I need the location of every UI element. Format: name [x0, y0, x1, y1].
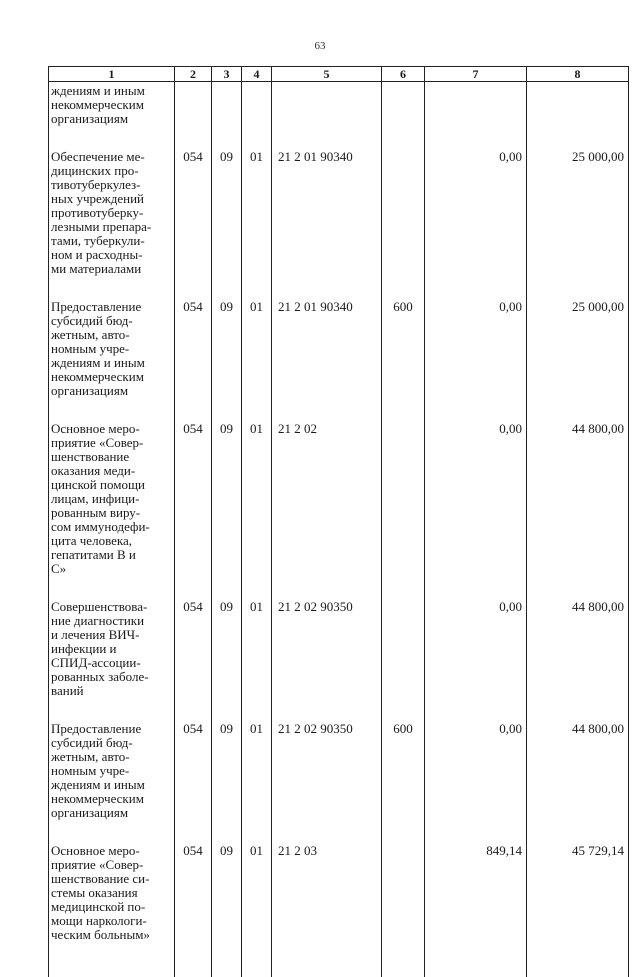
description-line: лезными препара-	[51, 219, 152, 234]
target-article-cell: 21 2 01 90340	[272, 144, 382, 294]
section-cell: 09	[212, 294, 242, 416]
description-line: организациям	[51, 111, 129, 126]
expense-type-cell: 600	[382, 294, 425, 416]
amount-cell-2: 25 000,00	[527, 294, 629, 416]
expense-type-cell	[382, 838, 425, 977]
expense-type-cell	[382, 594, 425, 716]
row-description	[49, 838, 175, 977]
expense-type-cell	[382, 144, 425, 294]
admin-code-cell: 054	[175, 294, 212, 416]
description-line: приятие «Совер-	[51, 435, 144, 450]
amount-cell-1: 0,00	[425, 416, 527, 594]
description-line: инфекции и	[51, 641, 117, 656]
description-line: Предоставление	[51, 721, 142, 736]
description-line: ждениям и иным	[51, 355, 145, 370]
budget-table	[48, 66, 629, 977]
description-line: субсидий бюд-	[51, 313, 133, 328]
description-line: противотуберку-	[51, 205, 144, 220]
amount-cell-1: 0,00	[425, 716, 527, 838]
table-row	[49, 144, 629, 294]
table-row	[49, 594, 629, 716]
description-line: организациям	[51, 805, 129, 820]
row-description	[49, 82, 175, 145]
amount-cell-1	[425, 82, 527, 145]
amount-cell-2: 25 000,00	[527, 144, 629, 294]
subsection-cell: 01	[242, 716, 272, 838]
admin-code-cell: 054	[175, 594, 212, 716]
admin-code-cell: 054	[175, 716, 212, 838]
column-header: 8	[527, 67, 629, 82]
header-row	[49, 67, 629, 82]
column-header: 7	[425, 67, 527, 82]
description-line: медицинской по-	[51, 899, 146, 914]
description-line: Основное меро-	[51, 421, 140, 436]
description-line: приятие «Совер-	[51, 857, 144, 872]
column-header: 4	[242, 67, 272, 82]
table-row	[49, 82, 629, 145]
description-line: шенствование си-	[51, 871, 150, 886]
column-header: 5	[272, 67, 382, 82]
description-line: рованных заболе-	[51, 669, 149, 684]
description-line: стемы оказания	[51, 885, 138, 900]
table-row	[49, 294, 629, 416]
admin-code-cell: 054	[175, 838, 212, 977]
description-line: Обеспечение ме-	[51, 149, 145, 164]
description-line: Основное меро-	[51, 843, 140, 858]
row-description	[49, 416, 175, 594]
subsection-cell: 01	[242, 594, 272, 716]
table-row	[49, 416, 629, 594]
expense-type-cell	[382, 416, 425, 594]
amount-cell-1: 0,00	[425, 144, 527, 294]
subsection-cell: 01	[242, 294, 272, 416]
description-line: цита человека,	[51, 533, 133, 548]
subsection-cell: 01	[242, 144, 272, 294]
table-row	[49, 716, 629, 838]
section-cell: 09	[212, 838, 242, 977]
section-cell: 09	[212, 594, 242, 716]
description-line: жетным, авто-	[51, 749, 130, 764]
row-description	[49, 144, 175, 294]
section-cell	[212, 82, 242, 145]
row-description	[49, 716, 175, 838]
target-article-cell: 21 2 02 90350	[272, 594, 382, 716]
column-header: 3	[212, 67, 242, 82]
description-line: ми материалами	[51, 261, 142, 276]
amount-cell-2	[527, 82, 629, 145]
description-line: мощи наркологи-	[51, 913, 147, 928]
description-line: цинской помощи	[51, 477, 145, 492]
description-line: шенствование	[51, 449, 130, 464]
description-line: Совершенствова-	[51, 599, 148, 614]
target-article-cell: 21 2 02	[272, 416, 382, 594]
column-header: 1	[49, 67, 175, 82]
description-line: ждениям и иным	[51, 83, 145, 98]
description-line: номным учре-	[51, 341, 130, 356]
description-line: рованным виру-	[51, 505, 141, 520]
description-line: некоммерческим	[51, 369, 144, 384]
table-row	[49, 838, 629, 977]
description-line: субсидий бюд-	[51, 735, 133, 750]
target-article-cell: 21 2 02 90350	[272, 716, 382, 838]
section-cell: 09	[212, 144, 242, 294]
description-line: Предоставление	[51, 299, 142, 314]
section-cell: 09	[212, 416, 242, 594]
description-line: организациям	[51, 383, 129, 398]
description-line: ваний	[51, 683, 84, 698]
section-cell: 09	[212, 716, 242, 838]
amount-cell-2: 44 800,00	[527, 416, 629, 594]
description-line: СПИД-ассоции-	[51, 655, 141, 670]
description-line: ческим больным»	[51, 927, 150, 942]
admin-code-cell: 054	[175, 144, 212, 294]
column-header: 2	[175, 67, 212, 82]
amount-cell-1: 849,14	[425, 838, 527, 977]
amount-cell-1: 0,00	[425, 294, 527, 416]
description-line: дицинских про-	[51, 163, 139, 178]
row-description	[49, 294, 175, 416]
description-line: тами, туберкули-	[51, 233, 145, 248]
expense-type-cell: 600	[382, 716, 425, 838]
description-line: оказания меди-	[51, 463, 136, 478]
subsection-cell: 01	[242, 838, 272, 977]
page-number: 63	[314, 40, 326, 52]
expense-type-cell	[382, 82, 425, 145]
row-description	[49, 594, 175, 716]
description-line: номным учре-	[51, 763, 130, 778]
amount-cell-2: 44 800,00	[527, 716, 629, 838]
description-line: ном и расходны-	[51, 247, 143, 262]
target-article-cell: 21 2 01 90340	[272, 294, 382, 416]
description-line: ных учреждений	[51, 191, 144, 206]
amount-cell-1: 0,00	[425, 594, 527, 716]
admin-code-cell: 054	[175, 416, 212, 594]
description-line: ждениям и иным	[51, 777, 145, 792]
target-article-cell	[272, 82, 382, 145]
description-line: С»	[51, 561, 67, 576]
subsection-cell: 01	[242, 416, 272, 594]
admin-code-cell	[175, 82, 212, 145]
description-line: лицам, инфици-	[51, 491, 140, 506]
column-header: 6	[382, 67, 425, 82]
description-line: некоммерческим	[51, 97, 144, 112]
amount-cell-2: 44 800,00	[527, 594, 629, 716]
description-line: жетным, авто-	[51, 327, 130, 342]
description-line: гепатитами В и	[51, 547, 136, 562]
target-article-cell: 21 2 03	[272, 838, 382, 977]
description-line: ние диагностики	[51, 613, 145, 628]
subsection-cell	[242, 82, 272, 145]
description-line: некоммерческим	[51, 791, 144, 806]
description-line: и лечения ВИЧ-	[51, 627, 140, 642]
description-line: тивотуберкулез-	[51, 177, 141, 192]
amount-cell-2: 45 729,14	[527, 838, 629, 977]
description-line: сом иммунодефи-	[51, 519, 150, 534]
